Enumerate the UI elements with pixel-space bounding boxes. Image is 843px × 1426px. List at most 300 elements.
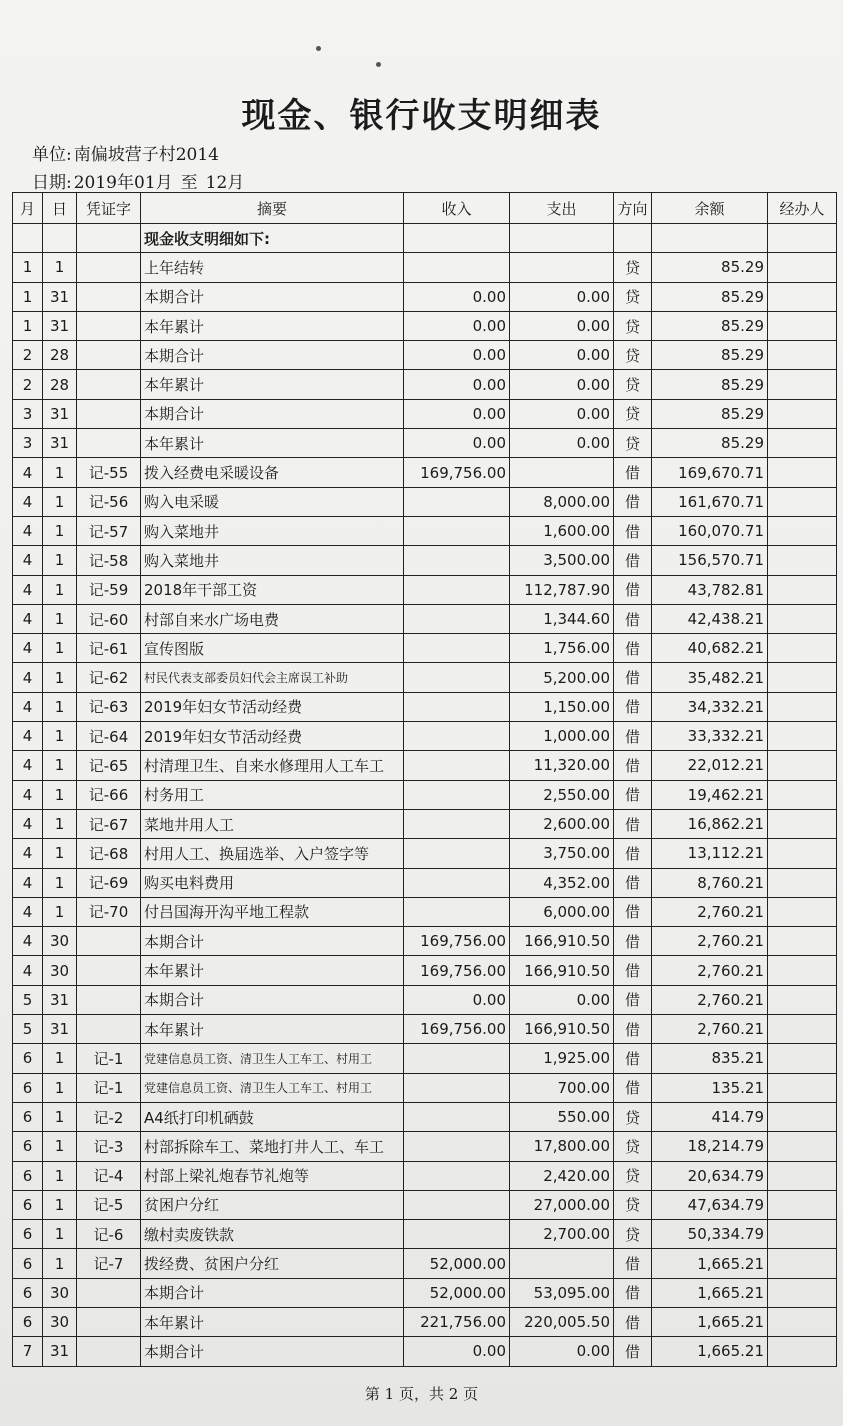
month-cell: 1 <box>13 253 43 282</box>
expense-cell: 1,925.00 <box>510 1044 614 1073</box>
income-cell <box>404 1132 510 1161</box>
voucher-cell: 记-63 <box>77 692 141 721</box>
day-cell: 1 <box>43 897 77 926</box>
voucher-cell: 记-61 <box>77 634 141 663</box>
day-cell: 1 <box>43 575 77 604</box>
direction-cell: 借 <box>614 663 652 692</box>
income-cell: 0.00 <box>404 341 510 370</box>
direction-cell: 借 <box>614 985 652 1014</box>
header-row <box>13 193 837 224</box>
month-cell: 4 <box>13 458 43 487</box>
summary-cell: 拨经费、贫困户分红 <box>141 1249 404 1278</box>
page-title: 现金、银行收支明细表 <box>241 96 602 136</box>
ledger-table <box>12 192 837 1367</box>
direction-cell: 借 <box>614 458 652 487</box>
balance-cell: 85.29 <box>652 399 768 428</box>
direction-cell: 贷 <box>614 311 652 340</box>
income-cell <box>404 868 510 897</box>
balance-cell: 161,670.71 <box>652 487 768 516</box>
handler-cell <box>768 868 837 897</box>
col-header-month: 月 <box>13 193 43 224</box>
voucher-cell: 记-1 <box>77 1044 141 1073</box>
expense-cell: 0.00 <box>510 985 614 1014</box>
month-cell: 4 <box>13 692 43 721</box>
expense-cell: 27,000.00 <box>510 1190 614 1219</box>
voucher-cell <box>77 311 141 340</box>
summary-cell: 村清理卫生、自来水修理用人工车工 <box>141 751 404 780</box>
summary-cell: 宣传图版 <box>141 634 404 663</box>
month-cell: 1 <box>13 282 43 311</box>
section-header: 现金收支明细如下: <box>141 224 404 253</box>
day-cell: 1 <box>43 663 77 692</box>
summary-cell: 2018年干部工资 <box>141 575 404 604</box>
voucher-cell: 记-70 <box>77 897 141 926</box>
balance-cell: 85.29 <box>652 370 768 399</box>
expense-cell: 3,750.00 <box>510 839 614 868</box>
table-row <box>13 253 837 282</box>
handler-cell <box>768 1190 837 1219</box>
summary-cell: 贫困户分红 <box>141 1190 404 1219</box>
day-cell: 1 <box>43 1044 77 1073</box>
handler-cell <box>768 282 837 311</box>
voucher-cell: 记-2 <box>77 1102 141 1131</box>
month-cell: 4 <box>13 839 43 868</box>
income-cell: 221,756.00 <box>404 1307 510 1336</box>
summary-cell: 购入电采暖 <box>141 487 404 516</box>
income-cell: 0.00 <box>404 399 510 428</box>
voucher-cell: 记-6 <box>77 1220 141 1249</box>
voucher-cell: 记-67 <box>77 809 141 838</box>
direction-cell: 贷 <box>614 1161 652 1190</box>
summary-cell: 本期合计 <box>141 399 404 428</box>
unit-line <box>32 140 219 165</box>
direction-cell: 贷 <box>614 282 652 311</box>
expense-cell: 700.00 <box>510 1073 614 1102</box>
table-row <box>13 780 837 809</box>
table-row <box>13 1073 837 1102</box>
direction-cell: 借 <box>614 839 652 868</box>
day-cell: 1 <box>43 692 77 721</box>
expense-cell: 2,600.00 <box>510 809 614 838</box>
summary-cell: 村部上梁礼炮春节礼炮等 <box>141 1161 404 1190</box>
table-row <box>13 1307 837 1336</box>
balance-cell: 50,334.79 <box>652 1220 768 1249</box>
summary-cell: 村用人工、换届选举、入户签字等 <box>141 839 404 868</box>
handler-cell <box>768 458 837 487</box>
month-cell: 6 <box>13 1161 43 1190</box>
income-cell <box>404 634 510 663</box>
handler-cell <box>768 1307 837 1336</box>
income-cell <box>404 604 510 633</box>
col-header-direction: 方向 <box>614 193 652 224</box>
day-cell: 31 <box>43 399 77 428</box>
handler-cell <box>768 692 837 721</box>
direction-cell: 贷 <box>614 253 652 282</box>
balance-cell: 135.21 <box>652 1073 768 1102</box>
table-row <box>13 341 837 370</box>
income-cell <box>404 1190 510 1219</box>
handler-cell <box>768 956 837 985</box>
voucher-cell <box>77 399 141 428</box>
period-to-word: 至 <box>180 173 198 193</box>
expense-cell: 0.00 <box>510 282 614 311</box>
direction-cell: 借 <box>614 1278 652 1307</box>
direction-cell: 借 <box>614 868 652 897</box>
month-cell: 4 <box>13 809 43 838</box>
table-row <box>13 1044 837 1073</box>
summary-cell: 2019年妇女节活动经费 <box>141 722 404 751</box>
income-cell <box>404 692 510 721</box>
balance-cell: 85.29 <box>652 341 768 370</box>
summary-cell: 付吕国海开沟平地工程款 <box>141 897 404 926</box>
expense-cell: 0.00 <box>510 399 614 428</box>
expense-cell: 550.00 <box>510 1102 614 1131</box>
period-line <box>32 168 244 193</box>
voucher-cell: 记-56 <box>77 487 141 516</box>
handler-cell <box>768 1044 837 1073</box>
table-row <box>13 1337 837 1366</box>
direction-cell: 借 <box>614 1249 652 1278</box>
table-row <box>13 604 837 633</box>
table-row <box>13 282 837 311</box>
direction-cell: 借 <box>614 751 652 780</box>
balance-cell: 13,112.21 <box>652 839 768 868</box>
period-to: 12月 <box>205 173 245 193</box>
handler-cell <box>768 1102 837 1131</box>
voucher-cell: 记-66 <box>77 780 141 809</box>
summary-cell: 本期合计 <box>141 341 404 370</box>
table-row <box>13 927 837 956</box>
direction-cell: 借 <box>614 546 652 575</box>
expense-cell: 1,344.60 <box>510 604 614 633</box>
handler-cell <box>768 809 837 838</box>
balance-cell: 160,070.71 <box>652 516 768 545</box>
month-cell: 6 <box>13 1220 43 1249</box>
handler-cell <box>768 722 837 751</box>
table-row <box>13 1161 837 1190</box>
direction-cell: 贷 <box>614 1102 652 1131</box>
voucher-cell <box>77 341 141 370</box>
expense-cell: 112,787.90 <box>510 575 614 604</box>
month-cell: 4 <box>13 780 43 809</box>
month-cell: 4 <box>13 722 43 751</box>
balance-cell: 85.29 <box>652 253 768 282</box>
table-row <box>13 1190 837 1219</box>
summary-cell: 本年累计 <box>141 1015 404 1044</box>
balance-cell: 16,862.21 <box>652 809 768 838</box>
income-cell <box>404 839 510 868</box>
table-row <box>13 868 837 897</box>
voucher-cell <box>77 1337 141 1366</box>
day-cell: 1 <box>43 253 77 282</box>
table-row <box>13 487 837 516</box>
balance-cell: 34,332.21 <box>652 692 768 721</box>
day-cell: 1 <box>43 868 77 897</box>
month-cell: 4 <box>13 956 43 985</box>
income-cell: 0.00 <box>404 429 510 458</box>
income-cell: 0.00 <box>404 370 510 399</box>
day-cell: 1 <box>43 751 77 780</box>
summary-cell: 本期合计 <box>141 1337 404 1366</box>
month-cell: 7 <box>13 1337 43 1366</box>
expense-cell: 1,000.00 <box>510 722 614 751</box>
expense-cell: 17,800.00 <box>510 1132 614 1161</box>
balance-cell: 33,332.21 <box>652 722 768 751</box>
handler-cell <box>768 546 837 575</box>
summary-cell: 购入菜地井 <box>141 546 404 575</box>
income-cell <box>404 1102 510 1131</box>
month-cell: 1 <box>13 311 43 340</box>
summary-cell: 本年累计 <box>141 370 404 399</box>
month-cell: 4 <box>13 604 43 633</box>
direction-cell: 借 <box>614 692 652 721</box>
table-row <box>13 1278 837 1307</box>
voucher-cell: 记-64 <box>77 722 141 751</box>
voucher-cell <box>77 429 141 458</box>
voucher-cell: 记-68 <box>77 839 141 868</box>
direction-cell: 借 <box>614 897 652 926</box>
summary-cell: 购入菜地井 <box>141 516 404 545</box>
direction-cell: 借 <box>614 634 652 663</box>
col-header-day: 日 <box>43 193 77 224</box>
month-cell: 6 <box>13 1132 43 1161</box>
income-cell: 52,000.00 <box>404 1278 510 1307</box>
day-cell: 1 <box>43 780 77 809</box>
direction-cell: 贷 <box>614 429 652 458</box>
day-cell: 31 <box>43 1015 77 1044</box>
day-cell: 1 <box>43 839 77 868</box>
day-cell: 1 <box>43 722 77 751</box>
balance-cell: 85.29 <box>652 429 768 458</box>
balance-cell: 18,214.79 <box>652 1132 768 1161</box>
month-cell: 6 <box>13 1190 43 1219</box>
month-cell: 3 <box>13 399 43 428</box>
day-cell: 1 <box>43 1249 77 1278</box>
table-row <box>13 956 837 985</box>
balance-cell: 40,682.21 <box>652 634 768 663</box>
balance-cell: 2,760.21 <box>652 897 768 926</box>
expense-cell: 11,320.00 <box>510 751 614 780</box>
month-cell: 4 <box>13 516 43 545</box>
income-cell: 0.00 <box>404 985 510 1014</box>
expense-cell: 1,600.00 <box>510 516 614 545</box>
income-cell <box>404 1161 510 1190</box>
voucher-cell <box>77 1307 141 1336</box>
summary-cell: 村部拆除车工、菜地打井人工、车工 <box>141 1132 404 1161</box>
day-cell: 30 <box>43 927 77 956</box>
balance-cell: 1,665.21 <box>652 1278 768 1307</box>
voucher-cell: 记-58 <box>77 546 141 575</box>
direction-cell: 借 <box>614 516 652 545</box>
table-row <box>13 546 837 575</box>
income-cell: 0.00 <box>404 1337 510 1366</box>
col-header-expense: 支出 <box>510 193 614 224</box>
income-cell <box>404 546 510 575</box>
day-cell: 1 <box>43 458 77 487</box>
handler-cell <box>768 1073 837 1102</box>
handler-cell <box>768 429 837 458</box>
table-row <box>13 516 837 545</box>
col-header-voucher: 凭证字 <box>77 193 141 224</box>
summary-cell: 菜地井用人工 <box>141 809 404 838</box>
unit-label: 单位: <box>32 145 72 165</box>
voucher-cell <box>77 985 141 1014</box>
day-cell: 1 <box>43 1102 77 1131</box>
summary-cell: 本年累计 <box>141 1307 404 1336</box>
summary-cell: 党建信息员工资、清卫生人工车工、村用工 <box>141 1044 404 1073</box>
direction-cell: 贷 <box>614 1190 652 1219</box>
expense-cell: 2,700.00 <box>510 1220 614 1249</box>
page-footer: 第 1 页，共 2 页 <box>364 1385 479 1403</box>
balance-cell: 1,665.21 <box>652 1337 768 1366</box>
month-cell: 4 <box>13 634 43 663</box>
handler-cell <box>768 663 837 692</box>
summary-cell: 村务用工 <box>141 780 404 809</box>
handler-cell <box>768 1015 837 1044</box>
day-cell: 28 <box>43 370 77 399</box>
balance-cell: 169,670.71 <box>652 458 768 487</box>
handler-cell <box>768 253 837 282</box>
day-cell: 1 <box>43 1190 77 1219</box>
handler-cell <box>768 341 837 370</box>
month-cell: 4 <box>13 663 43 692</box>
summary-cell: 村民代表支部委员妇代会主席误工补助 <box>141 663 404 692</box>
voucher-cell <box>77 956 141 985</box>
direction-cell: 贷 <box>614 1220 652 1249</box>
table-row <box>13 809 837 838</box>
direction-cell: 借 <box>614 956 652 985</box>
income-cell <box>404 663 510 692</box>
handler-cell <box>768 897 837 926</box>
balance-cell: 43,782.81 <box>652 575 768 604</box>
month-cell: 2 <box>13 341 43 370</box>
summary-cell: 购买电料费用 <box>141 868 404 897</box>
month-cell: 4 <box>13 868 43 897</box>
handler-cell <box>768 370 837 399</box>
income-cell <box>404 575 510 604</box>
day-cell: 1 <box>43 1220 77 1249</box>
col-header-income: 收入 <box>404 193 510 224</box>
direction-cell: 借 <box>614 575 652 604</box>
income-cell: 169,756.00 <box>404 927 510 956</box>
summary-cell: 本年累计 <box>141 429 404 458</box>
handler-cell <box>768 839 837 868</box>
handler-cell <box>768 604 837 633</box>
day-cell: 30 <box>43 956 77 985</box>
income-cell: 0.00 <box>404 311 510 340</box>
voucher-cell <box>77 282 141 311</box>
col-header-balance: 余额 <box>652 193 768 224</box>
income-cell: 0.00 <box>404 282 510 311</box>
direction-cell: 借 <box>614 1307 652 1336</box>
expense-cell <box>510 1249 614 1278</box>
voucher-cell: 记-60 <box>77 604 141 633</box>
income-cell <box>404 1220 510 1249</box>
summary-cell: 党建信息员工资、清卫生人工车工、村用工 <box>141 1073 404 1102</box>
unit-value: 南偏坡营子村2014 <box>73 145 219 165</box>
balance-cell: 47,634.79 <box>652 1190 768 1219</box>
month-cell: 5 <box>13 1015 43 1044</box>
direction-cell: 贷 <box>614 341 652 370</box>
table-row <box>13 897 837 926</box>
handler-cell <box>768 1337 837 1366</box>
table-row <box>13 692 837 721</box>
summary-cell: 拨入经费电采暖设备 <box>141 458 404 487</box>
month-cell: 6 <box>13 1044 43 1073</box>
expense-cell: 8,000.00 <box>510 487 614 516</box>
income-cell <box>404 809 510 838</box>
month-cell: 4 <box>13 897 43 926</box>
month-cell: 4 <box>13 546 43 575</box>
month-cell: 6 <box>13 1249 43 1278</box>
handler-cell <box>768 311 837 340</box>
day-cell: 30 <box>43 1278 77 1307</box>
balance-cell: 42,438.21 <box>652 604 768 633</box>
table-row <box>13 1220 837 1249</box>
handler-cell <box>768 927 837 956</box>
expense-cell: 0.00 <box>510 311 614 340</box>
table-row <box>13 458 837 487</box>
table-row <box>13 575 837 604</box>
expense-cell: 53,095.00 <box>510 1278 614 1307</box>
handler-cell <box>768 1249 837 1278</box>
month-cell: 2 <box>13 370 43 399</box>
day-cell: 1 <box>43 1132 77 1161</box>
handler-cell <box>768 575 837 604</box>
voucher-cell <box>77 927 141 956</box>
month-cell: 4 <box>13 575 43 604</box>
expense-cell: 4,352.00 <box>510 868 614 897</box>
balance-cell: 2,760.21 <box>652 985 768 1014</box>
table-row <box>13 751 837 780</box>
month-cell: 4 <box>13 927 43 956</box>
voucher-cell: 记-1 <box>77 1073 141 1102</box>
expense-cell <box>510 253 614 282</box>
expense-cell: 220,005.50 <box>510 1307 614 1336</box>
table-row <box>13 370 837 399</box>
day-cell: 31 <box>43 1337 77 1366</box>
day-cell: 1 <box>43 1073 77 1102</box>
direction-cell: 借 <box>614 1337 652 1366</box>
col-header-summary: 摘要 <box>141 193 404 224</box>
day-cell: 30 <box>43 1307 77 1336</box>
balance-cell: 2,760.21 <box>652 1015 768 1044</box>
handler-cell <box>768 1220 837 1249</box>
voucher-cell: 记-5 <box>77 1190 141 1219</box>
day-cell: 31 <box>43 429 77 458</box>
expense-cell: 166,910.50 <box>510 956 614 985</box>
table-row <box>13 985 837 1014</box>
income-cell <box>404 751 510 780</box>
month-cell: 6 <box>13 1073 43 1102</box>
balance-cell: 1,665.21 <box>652 1249 768 1278</box>
expense-cell: 2,420.00 <box>510 1161 614 1190</box>
voucher-cell: 记-3 <box>77 1132 141 1161</box>
day-cell: 1 <box>43 604 77 633</box>
balance-cell: 1,665.21 <box>652 1307 768 1336</box>
table-row <box>13 399 837 428</box>
summary-cell: 2019年妇女节活动经费 <box>141 692 404 721</box>
voucher-cell <box>77 253 141 282</box>
summary-cell: 村部自来水广场电费 <box>141 604 404 633</box>
direction-cell: 借 <box>614 1073 652 1102</box>
balance-cell: 2,760.21 <box>652 927 768 956</box>
summary-cell: 本年累计 <box>141 311 404 340</box>
direction-cell: 借 <box>614 604 652 633</box>
voucher-cell: 记-4 <box>77 1161 141 1190</box>
day-cell: 1 <box>43 809 77 838</box>
expense-cell: 0.00 <box>510 429 614 458</box>
